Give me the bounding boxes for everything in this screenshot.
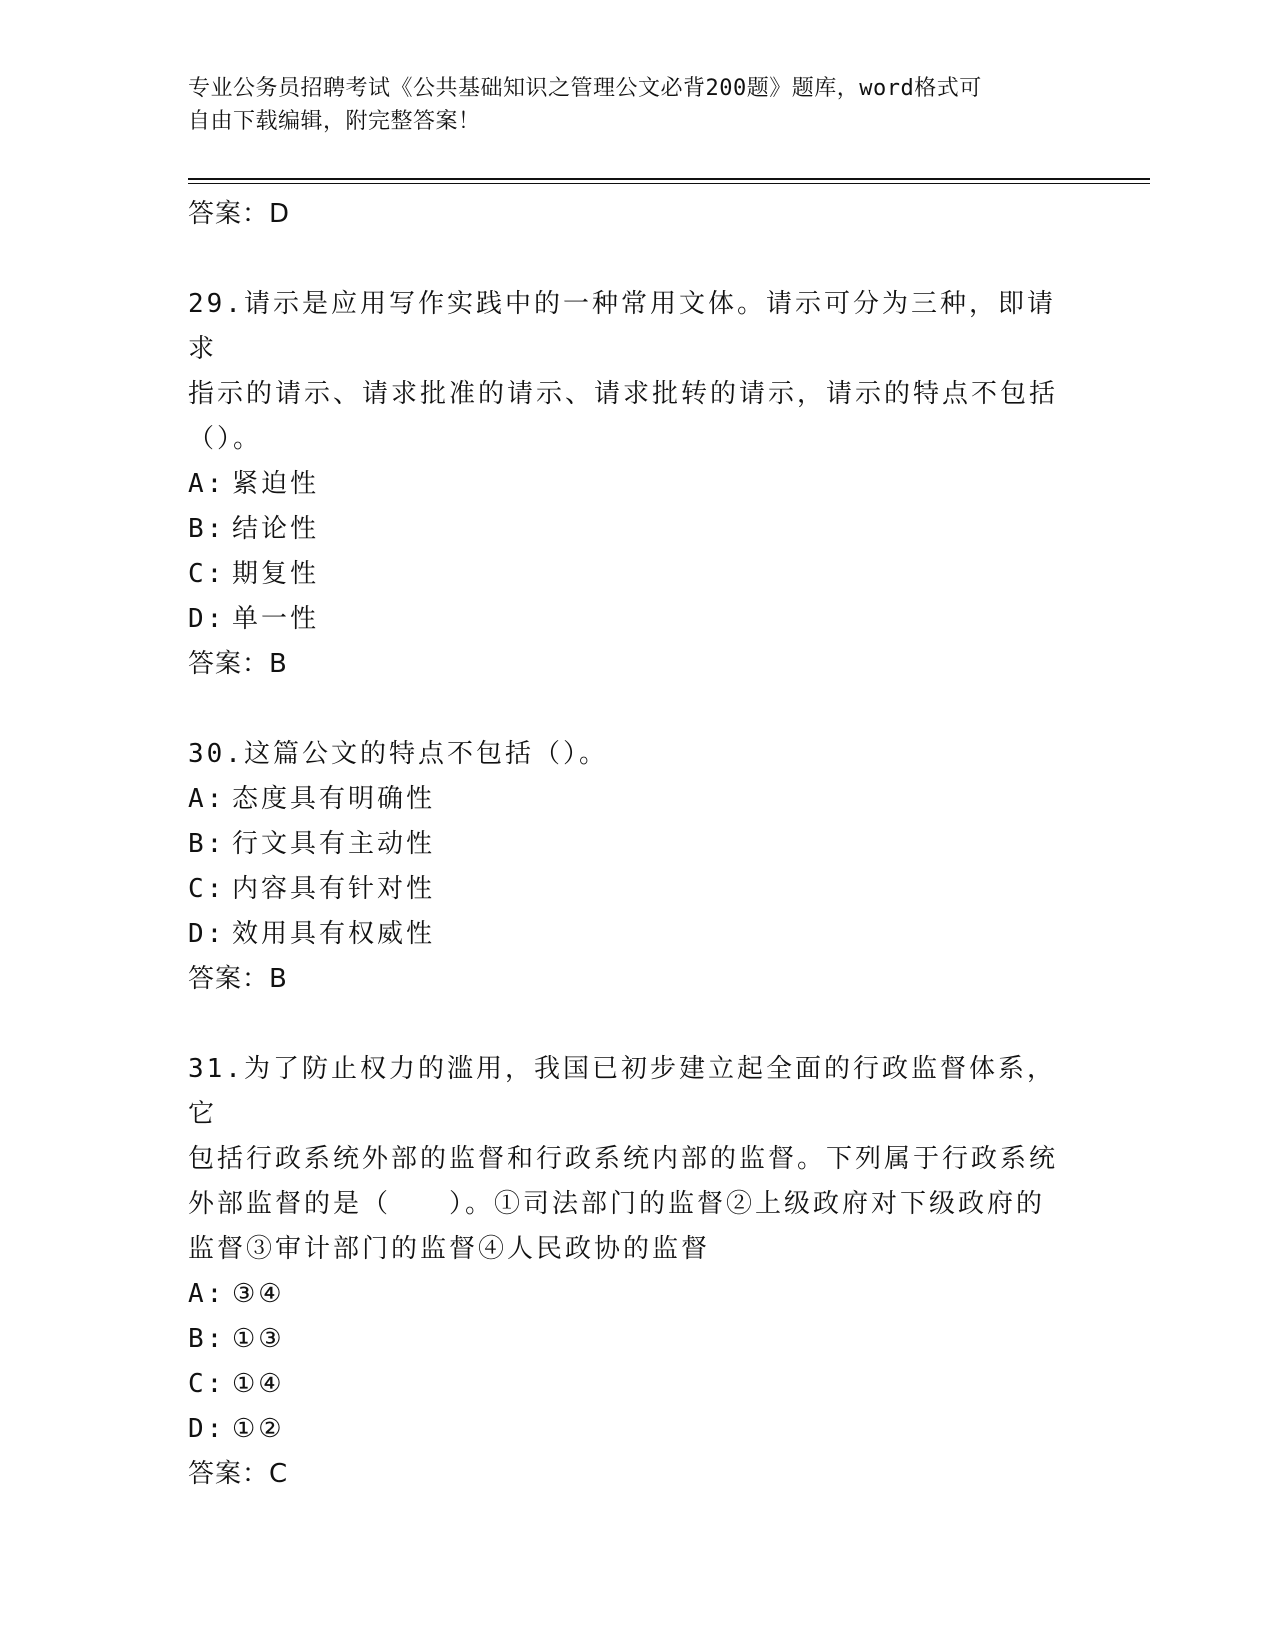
option-text: ③④ [232,1279,285,1309]
option-b [188,1317,1068,1362]
question-stem-line: 指示的请示、请求批准的请示、请求批转的请示，请示的特点不包括 [188,379,1059,409]
option-a [188,1272,1068,1317]
option-text: 单一性 [232,604,320,634]
option-a [188,462,1068,507]
option-text: ①④ [232,1369,285,1399]
document-header [188,72,1068,138]
option-letter: C: [188,1369,226,1399]
option-text: 态度具有明确性 [232,784,436,814]
option-letter: B: [188,1324,226,1354]
question-answer: 答案：B [188,964,288,994]
question-29 [188,282,1068,686]
option-text: 结论性 [232,514,320,544]
option-text: 期复性 [232,559,320,589]
option-letter: C: [188,874,226,904]
option-letter: A: [188,784,226,814]
header-line-2: 自由下载编辑，附完整答案！ [188,109,481,134]
question-stem-line: 30.这篇公文的特点不包括（）。 [188,739,608,769]
option-text: 行文具有主动性 [232,829,436,859]
option-letter: B: [188,829,226,859]
question-stem-line: （）。 [188,424,263,454]
option-letter: C: [188,559,226,589]
option-a [188,777,1068,822]
option-text: 内容具有针对性 [232,874,436,904]
option-text: 紧迫性 [232,469,320,499]
question-stem-line: 31.为了防止权力的滥用，我国已初步建立起全面的行政监督体系，它 [188,1054,1056,1129]
option-letter: D: [188,919,226,949]
option-letter: A: [188,469,226,499]
question-stem-line: 监督③审计部门的监督④人民政协的监督 [188,1234,711,1264]
question-stem-line: 包括行政系统外部的监督和行政系统内部的监督。下列属于行政系统 [188,1144,1059,1174]
header-line-1: 专业公务员招聘考试《公共基础知识之管理公文必背200题》题库，word格式可 [188,76,982,101]
option-d [188,1407,1068,1452]
option-letter: D: [188,604,226,634]
option-b [188,822,1068,867]
question-stem-line: 外部监督的是（ ）。①司法部门的监督②上级政府对下级政府的 [188,1189,1046,1219]
previous-answer: 答案：D [188,199,291,229]
option-letter: A: [188,1279,226,1309]
option-letter: B: [188,514,226,544]
option-c [188,867,1068,912]
header-divider-thick [188,178,1150,180]
question-stem-line: 29.请示是应用写作实践中的一种常用文体。请示可分为三种，即请求 [188,289,1056,364]
question-31 [188,1047,1068,1496]
question-answer: 答案：B [188,649,288,679]
header-divider-thin [188,183,1150,184]
question-list [188,192,1068,1496]
question-answer: 答案：C [188,1459,289,1489]
option-b [188,507,1068,552]
option-d [188,597,1068,642]
option-d [188,912,1068,957]
option-c [188,1362,1068,1407]
option-letter: D: [188,1414,226,1444]
option-text: 效用具有权威性 [232,919,436,949]
option-text: ①② [232,1414,285,1444]
option-text: ①③ [232,1324,285,1354]
option-c [188,552,1068,597]
question-30 [188,732,1068,1001]
